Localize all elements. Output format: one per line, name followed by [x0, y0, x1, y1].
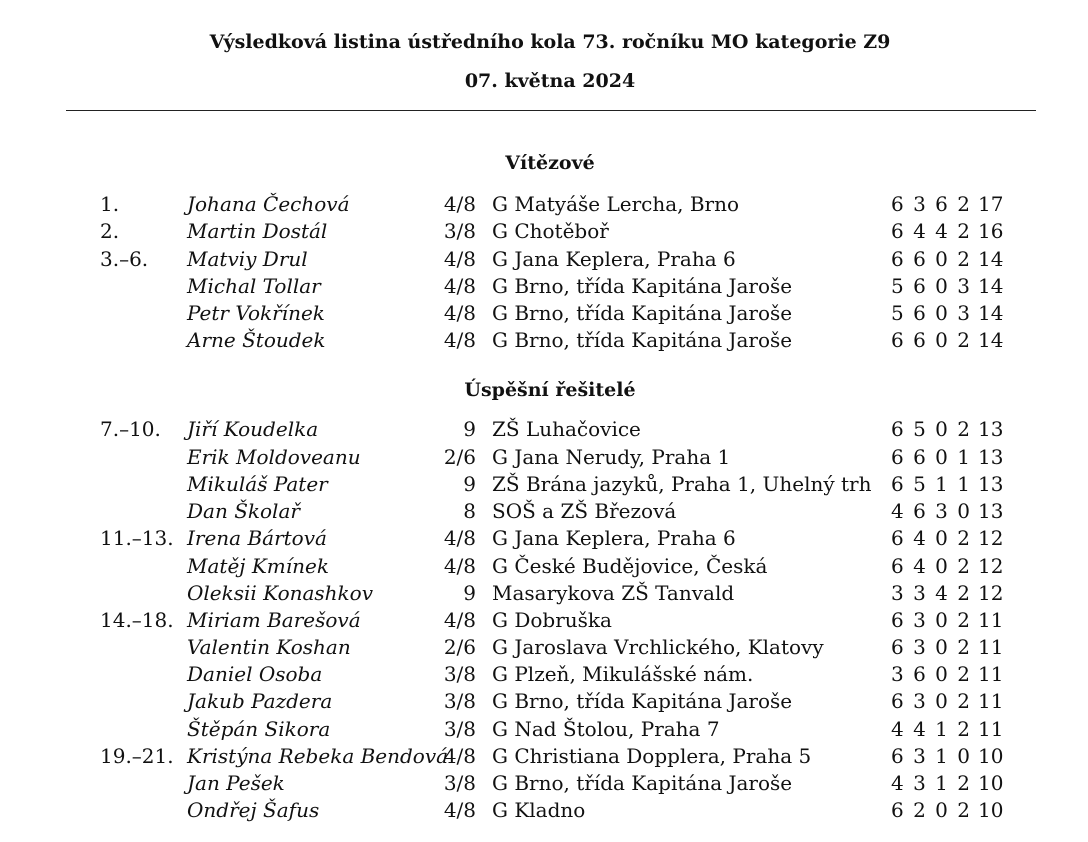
result-row [0, 607, 1088, 634]
contestant-name: Arne Štoudek [187, 328, 326, 352]
result-row [0, 716, 1088, 743]
grade: 8 [463, 499, 476, 523]
grade: 4/8 [443, 554, 476, 578]
grade: 9 [463, 417, 476, 441]
result-row [0, 273, 1088, 300]
grade: 9 [463, 472, 476, 496]
task-scores: 3 3 4 2 [891, 581, 972, 605]
grade: 2/6 [443, 445, 476, 469]
contestant-name: Valentin Koshan [187, 635, 351, 659]
school: G Brno, třída Kapitána Jaroše [492, 301, 793, 325]
task-scores: 3 6 0 2 [891, 662, 972, 686]
task-scores: 5 6 0 3 [891, 274, 972, 298]
contestant-name: Štěpán Sikora [187, 717, 331, 741]
task-scores: 6 5 1 1 [891, 472, 972, 496]
school: G Matyáše Lercha, Brno [492, 192, 740, 216]
result-row [0, 688, 1088, 715]
rank: 14.–18. [100, 608, 174, 632]
task-scores: 6 3 0 2 [891, 689, 972, 713]
result-row [0, 580, 1088, 607]
page-title: Výsledková listina ústředního kola 73. ročníku MO kategorie Z9 [209, 31, 891, 53]
contestant-name: Irena Bártová [187, 526, 327, 550]
total-score: 14 [978, 247, 1004, 271]
total-score: 11 [978, 689, 1004, 713]
contestant-name: Matěj Kmínek [187, 554, 329, 578]
school: G Plzeň, Mikulášské nám. [492, 662, 754, 686]
school: G Nad Štolou, Praha 7 [492, 717, 720, 741]
contestant-name: Jakub Pazdera [187, 689, 333, 713]
result-row [0, 246, 1088, 273]
result-row [0, 525, 1088, 552]
contestant-name: Kristýna Rebeka Bendová [187, 744, 449, 768]
section-heading-winners: Vítězové [505, 152, 595, 174]
school: G Dobruška [492, 608, 612, 632]
result-row [0, 416, 1088, 443]
school: G Brno, třída Kapitána Jaroše [492, 328, 793, 352]
school: G Jana Nerudy, Praha 1 [492, 445, 731, 469]
contestant-name: Martin Dostál [187, 219, 328, 243]
task-scores: 4 3 1 2 [891, 771, 972, 795]
grade: 4/8 [443, 744, 476, 768]
rank: 11.–13. [100, 526, 174, 550]
result-row [0, 327, 1088, 354]
grade: 4/8 [443, 247, 476, 271]
header-divider [66, 110, 1036, 111]
grade: 3/8 [443, 219, 476, 243]
section-heading-successful-solvers: Úspěšní řešitelé [464, 379, 636, 401]
rank: 3.–6. [100, 247, 149, 271]
task-scores: 6 5 0 2 [891, 417, 972, 441]
total-score: 13 [978, 472, 1004, 496]
contestant-name: Dan Školař [187, 499, 300, 523]
contestant-name: Michal Tollar [187, 274, 321, 298]
grade: 3/8 [443, 689, 476, 713]
school: G Kladno [492, 798, 586, 822]
task-scores: 6 4 0 2 [891, 526, 972, 550]
school: G Jaroslava Vrchlického, Klatovy [492, 635, 824, 659]
contestant-name: Jan Pešek [187, 771, 285, 795]
result-row [0, 743, 1088, 770]
total-score: 11 [978, 717, 1004, 741]
grade: 4/8 [443, 526, 476, 550]
total-score: 10 [978, 744, 1004, 768]
task-scores: 5 6 0 3 [891, 301, 972, 325]
contestant-name: Erik Moldoveanu [187, 445, 361, 469]
total-score: 16 [978, 219, 1004, 243]
grade: 4/8 [443, 192, 476, 216]
result-row [0, 218, 1088, 245]
total-score: 12 [978, 581, 1004, 605]
total-score: 13 [978, 499, 1004, 523]
task-scores: 6 2 0 2 [891, 798, 972, 822]
rank: 2. [100, 219, 120, 243]
grade: 4/8 [443, 798, 476, 822]
result-row [0, 634, 1088, 661]
contestant-name: Johana Čechová [187, 192, 350, 216]
grade: 3/8 [443, 717, 476, 741]
total-score: 11 [978, 662, 1004, 686]
result-row [0, 444, 1088, 471]
contestant-name: Miriam Barešová [187, 608, 361, 632]
result-row [0, 300, 1088, 327]
grade: 9 [463, 581, 476, 605]
task-scores: 6 6 0 2 [891, 328, 972, 352]
contestant-name: Matviy Drul [187, 247, 308, 271]
total-score: 13 [978, 417, 1004, 441]
task-scores: 6 3 0 2 [891, 635, 972, 659]
school: SOŠ a ZŠ Březová [492, 499, 677, 523]
grade: 3/8 [443, 771, 476, 795]
contestant-name: Mikuláš Pater [187, 472, 328, 496]
task-scores: 6 6 0 1 [891, 445, 972, 469]
rank: 1. [100, 192, 120, 216]
grade: 4/8 [443, 328, 476, 352]
task-scores: 4 6 3 0 [891, 499, 972, 523]
school: ZŠ Brána jazyků, Praha 1, Uhelný trh [492, 472, 872, 496]
school: G Brno, třída Kapitána Jaroše [492, 689, 793, 713]
task-scores: 4 4 1 2 [891, 717, 972, 741]
total-score: 10 [978, 771, 1004, 795]
result-row [0, 797, 1088, 824]
school: G Christiana Dopplera, Praha 5 [492, 744, 812, 768]
contestant-name: Ondřej Šafus [187, 798, 320, 822]
result-row [0, 553, 1088, 580]
result-row [0, 770, 1088, 797]
task-scores: 6 3 1 0 [891, 744, 972, 768]
result-row [0, 661, 1088, 688]
rank: 19.–21. [100, 744, 174, 768]
school: G Jana Keplera, Praha 6 [492, 247, 736, 271]
school: ZŠ Luhačovice [492, 417, 641, 441]
total-score: 11 [978, 608, 1004, 632]
total-score: 12 [978, 526, 1004, 550]
total-score: 14 [978, 274, 1004, 298]
school: G Chotěboř [492, 219, 609, 243]
school: G České Budějovice, Česká [492, 554, 768, 578]
grade: 4/8 [443, 301, 476, 325]
total-score: 14 [978, 328, 1004, 352]
grade: 4/8 [443, 608, 476, 632]
total-score: 13 [978, 445, 1004, 469]
total-score: 11 [978, 635, 1004, 659]
result-row [0, 191, 1088, 218]
task-scores: 6 4 0 2 [891, 554, 972, 578]
total-score: 10 [978, 798, 1004, 822]
school: G Brno, třída Kapitána Jaroše [492, 274, 793, 298]
competition-date: 07. května 2024 [464, 70, 636, 92]
task-scores: 6 6 0 2 [891, 247, 972, 271]
grade: 4/8 [443, 274, 476, 298]
school: Masarykova ZŠ Tanvald [492, 581, 735, 605]
contestant-name: Oleksii Konashkov [187, 581, 374, 605]
contestant-name: Petr Vokřínek [187, 301, 325, 325]
total-score: 12 [978, 554, 1004, 578]
result-row [0, 471, 1088, 498]
grade: 2/6 [443, 635, 476, 659]
school: G Brno, třída Kapitána Jaroše [492, 771, 793, 795]
total-score: 14 [978, 301, 1004, 325]
rank: 7.–10. [100, 417, 161, 441]
total-score: 17 [978, 192, 1004, 216]
task-scores: 6 4 4 2 [891, 219, 972, 243]
school: G Jana Keplera, Praha 6 [492, 526, 736, 550]
task-scores: 6 3 0 2 [891, 608, 972, 632]
contestant-name: Daniel Osoba [187, 662, 323, 686]
contestant-name: Jiří Koudelka [187, 417, 319, 441]
grade: 3/8 [443, 662, 476, 686]
result-row [0, 498, 1088, 525]
task-scores: 6 3 6 2 [891, 192, 972, 216]
